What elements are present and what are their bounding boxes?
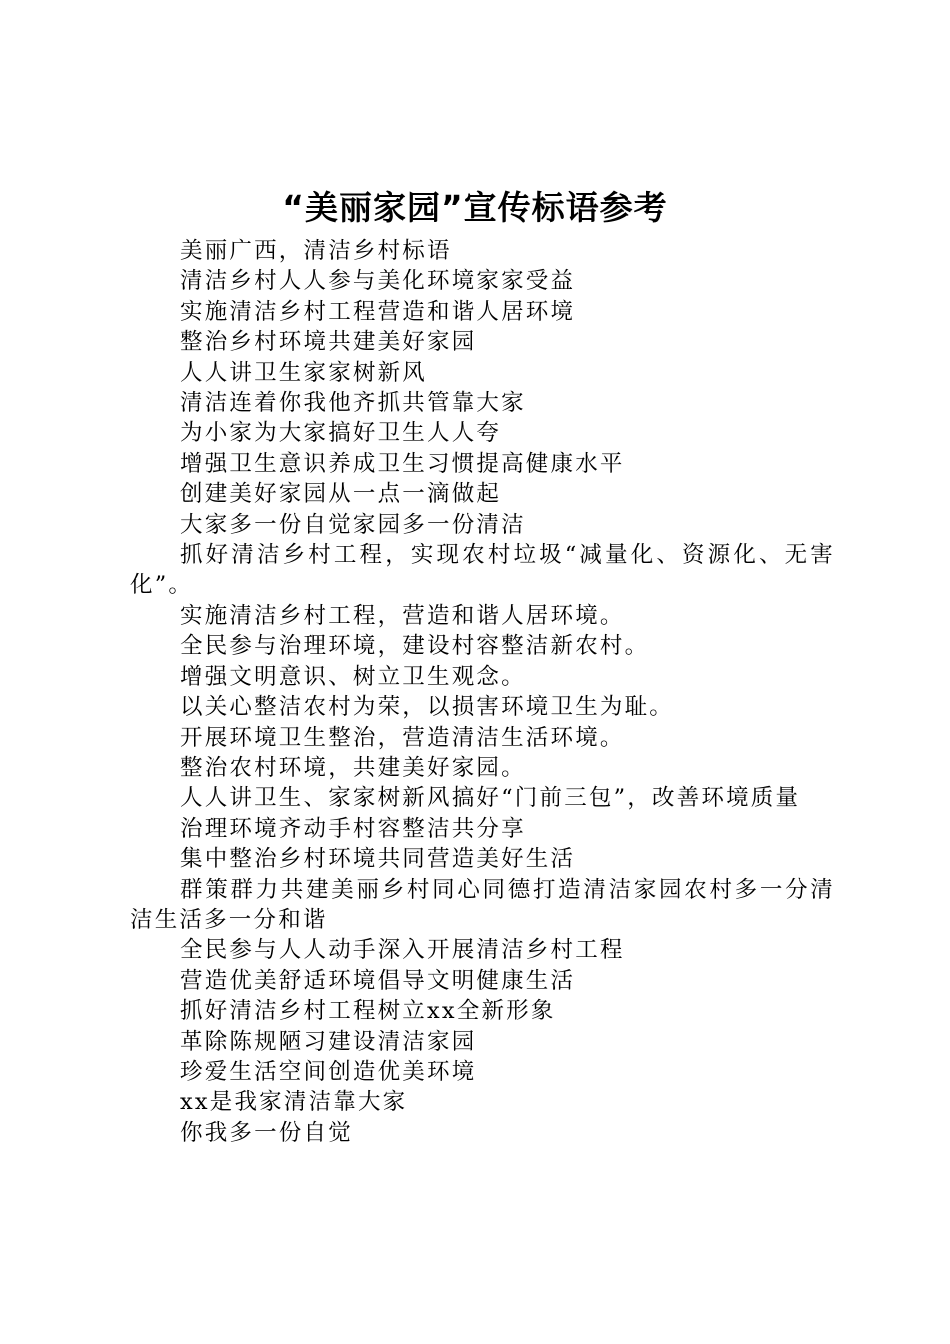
slogan-line: 美丽广西，清洁乡村标语 — [180, 238, 452, 264]
slogan-line: 以关心整洁农村为荣，以损害环境卫生为耻。 — [180, 694, 675, 721]
slogan-line: 增强文明意识、树立卫生观念。 — [180, 663, 526, 690]
slogan-line: 人人讲卫生、家家树新风搞好“门前三包”，改善环境质量 — [180, 785, 801, 812]
slogan-line: 营造优美舒适环境倡导文明健康生活 — [180, 967, 576, 994]
slogan-line: 整治农村环境，共建美好家园。 — [180, 754, 526, 781]
slogan-line: 你我多一份自觉 — [180, 1119, 353, 1146]
slogan-line: 珍爱生活空间创造优美环境 — [180, 1058, 477, 1085]
slogan-line: 群策群力共建美丽乡村同心同德打造清洁家园农村多一分清洁生活多一分和谐 — [130, 876, 835, 933]
slogan-line: 治理环境齐动手村容整洁共分享 — [180, 815, 526, 842]
slogan-line: 抓好清洁乡村工程树立xx全新形象 — [180, 998, 556, 1025]
slogan-line: 人人讲卫生家家树新风 — [180, 359, 428, 386]
slogan-line: 开展环境卫生整治，营造清洁生活环境。 — [180, 724, 625, 751]
slogan-list — [130, 236, 835, 1148]
slogan-line: 增强卫生意识养成卫生习惯提高健康水平 — [180, 450, 625, 477]
slogan-line: xx是我家清洁靠大家 — [180, 1089, 408, 1116]
slogan-line: 抓好清洁乡村工程，实现农村垃圾“减量化、资源化、无害化”。 — [130, 542, 835, 599]
slogan-line: 全民参与人人动手深入开展清洁乡村工程 — [180, 937, 625, 964]
slogan-line: 集中整治乡村环境共同营造美好生活 — [180, 846, 576, 873]
slogan-line: 创建美好家园从一点一滴做起 — [180, 481, 502, 508]
slogan-line: 全民参与治理环境，建设村容整洁新农村。 — [180, 633, 650, 660]
slogan-line: 清洁乡村人人参与美化环境家家受益 — [180, 268, 576, 295]
slogan-line: 为小家为大家搞好卫生人人夸 — [180, 420, 502, 447]
slogan-line: 实施清洁乡村工程营造和谐人居环境 — [180, 298, 576, 325]
slogan-line: 实施清洁乡村工程，营造和谐人居环境。 — [180, 602, 625, 629]
slogan-line: 革除陈规陋习建设清洁家园 — [180, 1028, 477, 1055]
slogan-line: 大家多一份自觉家园多一份清洁 — [180, 511, 526, 538]
document-title: “美丽家园”宣传标语参考 — [282, 188, 668, 227]
slogan-line: 清洁连着你我他齐抓共管靠大家 — [180, 390, 526, 417]
slogan-line: 整治乡村环境共建美好家园 — [180, 329, 477, 356]
